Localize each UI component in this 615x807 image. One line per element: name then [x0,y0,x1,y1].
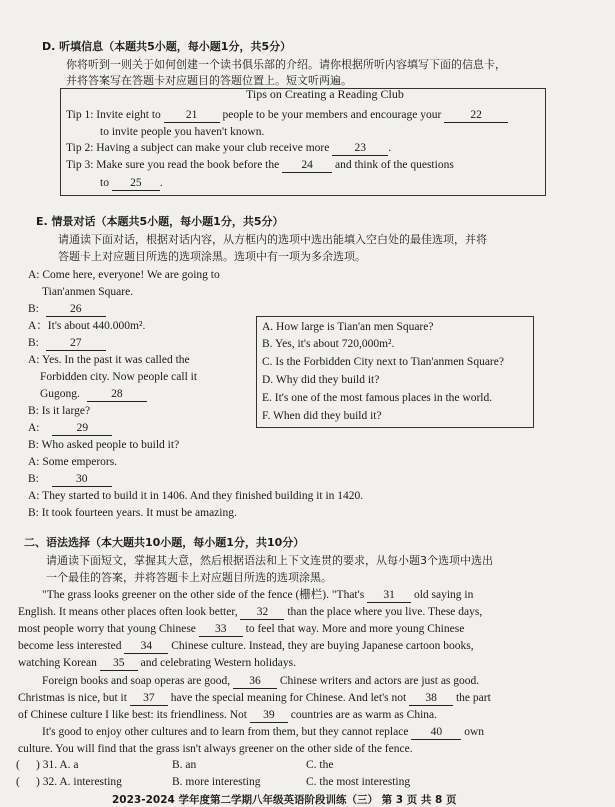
section-d-heading: D. 听填信息（本题共5小题，每小题1分，共5分） [42,40,292,53]
section-ii-instr1: 请通读下面短文，掌握其大意，然后根据语法和上下文连贯的要求，从每小题3个选项中选出 [46,554,493,567]
question-32-a: ) 32. A. interesting [36,776,122,788]
dialog-line-6: B: Is it large? [28,405,91,417]
blank-36: 36 [233,675,277,689]
tip3-line2 [100,176,163,192]
passage-line-2 [18,605,482,621]
section-e-heading: E. 情景对话（本题共5小题，每小题1分，共5分） [36,215,284,228]
passage-text: Christmas is nice, but it [18,692,127,704]
passage-line-8 [18,708,437,724]
dialog-line-9: A: Some emperors. [28,456,118,468]
section-e-instr2: 答题卡上对应题目所选的选项涂黑。选项中有一项为多余选项。 [58,250,366,263]
passage-text: of Chinese culture I like best: its friendliness. Not [18,709,247,721]
passage-text: countries are as warm as China. [290,709,438,721]
question-31-b: B. an [172,759,197,771]
card-title: Tips on Creating a Reading Club [246,87,404,101]
section-ii-instr2: 一个最佳的答案，并将答题卡上对应题目所选的选项涂黑。 [46,571,332,584]
blank-22: 22 [444,109,508,123]
question-32-c: C. the most interesting [306,776,411,788]
passage-text: most people worry that young Chinese [18,623,196,635]
passage-text: than the place where you live. These days, [287,606,483,618]
option-c: C. Is the Forbidden City next to Tian'anmen Square? [262,356,504,368]
question-32-paren: ( [16,776,20,788]
dialog-line-1b: Tian'anmen Square. [42,286,134,298]
passage-line-7 [18,691,491,707]
passage-text: own [464,726,485,738]
blank-38: 38 [409,692,453,706]
speaker-a: A: [28,422,40,434]
tip1-line [66,108,508,124]
tip1-text-a: Tip 1: Invite eight to [66,109,161,121]
passage-text: the part [455,692,491,704]
question-31-paren: ( [16,759,20,771]
section-d-instr2: 并将答案写在答题卡对应题目的答题位置上。短文听两遍。 [66,74,352,87]
tip1-text-b: people to be your members and encourage your [222,109,442,121]
blank-24: 24 [282,159,332,173]
option-d: D. Why did they build it? [262,374,380,386]
option-e: E. It's one of the most famous places in the world. [262,392,493,404]
blank-39: 39 [250,709,288,723]
question-31-c: C. the [306,759,334,771]
tip3-text-c: to [100,177,109,189]
page-footer: 2023-2024 学年度第二学期八年级英语阶段训练（三） 第 3 页 共 8 页 [112,794,457,806]
section-ii-heading: 二、语法选择（本大题共10小题，每小题1分，共10分） [24,536,305,549]
blank-23: 23 [332,142,388,156]
blank-30: 30 [52,473,112,487]
blank-32: 32 [240,606,284,620]
period: . [159,177,163,189]
passage-text: Chinese writers and actors are just as good. [279,675,480,687]
blank-34: 34 [124,640,168,654]
speaker-b: B: [28,303,39,315]
passage-text: and celebrating Western holidays. [140,657,296,669]
dialog-line-2 [28,302,106,318]
speaker-b: B: [28,337,39,349]
dialog-line-8: B: Who asked people to build it? [28,439,180,451]
tip2-line [66,141,391,157]
dialog-line-3: A：It's about 440.000m². [28,320,146,332]
blank-37: 37 [130,692,168,706]
blank-31: 31 [367,589,411,603]
dialog-line-5: A: Yes. In the past it was called the [28,354,190,366]
dialog-line-4 [28,336,106,352]
tip1-text-c: to invite people you haven't known. [100,126,265,138]
passage-line-4 [18,639,474,655]
passage-text: Foreign books and soap operas are good, [42,675,231,687]
blank-29: 29 [52,422,112,436]
passage-line-6 [42,674,479,690]
dialog-line-10 [28,472,112,488]
dialog-line-12: B: It took fourteen years. It must be amazing. [28,507,237,519]
passage-text: Chinese culture. Instead, they are buying Japanese cartoon books, [171,640,474,652]
period: . [388,142,392,154]
tip3-text-a: Tip 3: Make sure you read the book before the [66,159,280,171]
question-31-a: ) 31. A. a [36,759,79,771]
blank-40: 40 [411,726,461,740]
passage-line-3 [18,622,464,638]
passage-line-9 [42,725,484,741]
passage-text: become less interested [18,640,122,652]
gugong-text: Gugong. [40,388,80,400]
blank-26: 26 [46,303,106,317]
blank-21: 21 [164,109,220,123]
dialog-line-5b: Forbidden city. Now people call it [40,371,198,383]
dialog-line-5c [40,387,147,403]
passage-text: to feel that way. More and more young Chinese [245,623,465,635]
option-b: B. Yes, it's about 720,000m². [262,338,395,350]
tip3-text-b: and think of the questions [334,159,454,171]
passage-text: old saying in [413,589,474,601]
blank-33: 33 [199,623,243,637]
tip3-line [66,158,454,174]
blank-35: 35 [100,657,138,671]
passage-line-5 [18,656,296,672]
blank-27: 27 [46,337,106,351]
passage-text: "The grass looks greener on the other side of the fence (栅栏). "That's [42,589,365,601]
passage-text: have the special meaning for Chinese. And let's not [170,692,407,704]
passage-text: watching Korean [18,657,97,669]
option-a: A. How large is Tian'an men Square? [262,321,434,333]
question-32-b: B. more interesting [172,776,261,788]
dialog-line-1: A: Come here, everyone! We are going to [28,269,220,281]
dialog-line-7 [28,421,112,437]
passage-text: It's good to enjoy other cultures and to learn from them, but they cannot replace [42,726,409,738]
option-f: F. When did they build it? [262,410,382,422]
tip2-text-a: Tip 2: Having a subject can make your club receive more [66,142,330,154]
dialog-line-11: A: They started to build it in 1406. And they finished building it in 1420. [28,490,364,502]
speaker-b: B: [28,473,39,485]
section-e-instr1: 请通读下面对话，根据对话内容，从方框内的选项中选出能填入空白处的最佳选项，并将 [58,233,487,246]
section-d-instr1: 你将听到一则关于如何创建一个读书俱乐部的介绍。请你根据所听内容填写下面的信息卡， [66,58,506,71]
passage-line-1 [42,588,473,604]
passage-line-10: culture. You will find that the grass isn't always greener on the other side of the fence. [18,743,413,755]
passage-text: English. It means other places often look better, [18,606,238,618]
blank-28: 28 [87,388,147,402]
blank-25: 25 [112,177,160,191]
